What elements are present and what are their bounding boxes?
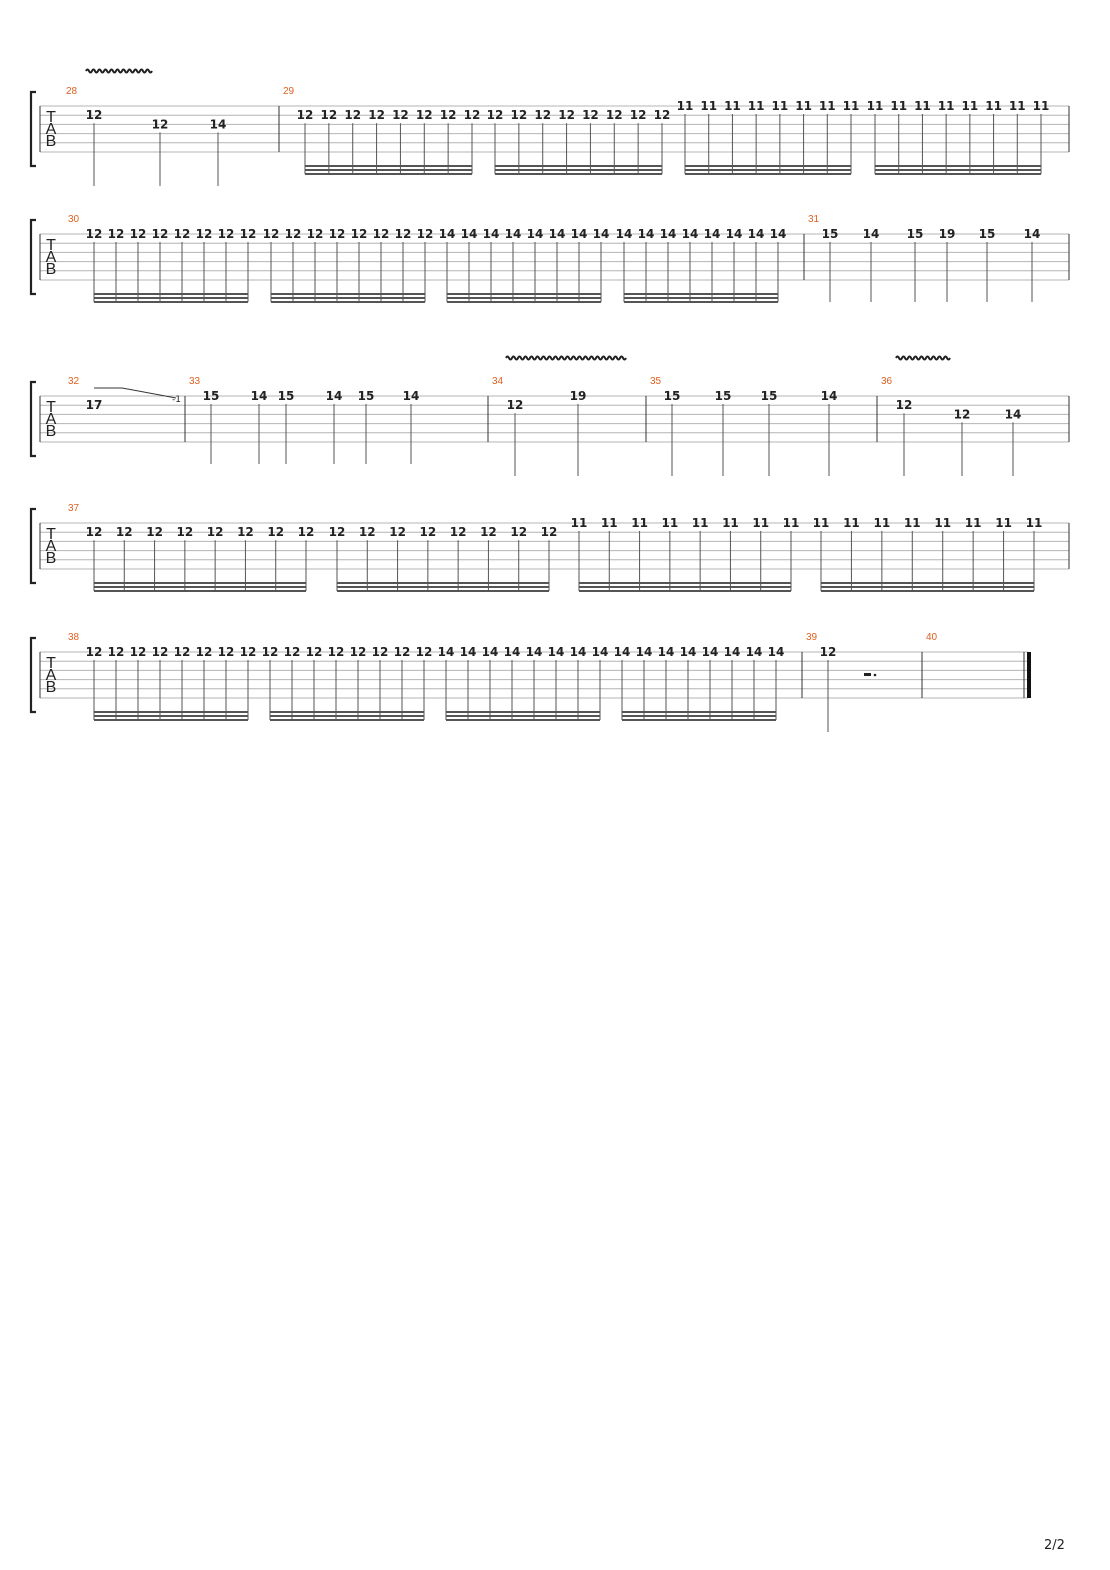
fret-number: 12 (394, 227, 412, 241)
fret-number: 12 (819, 645, 837, 659)
fret-number: 11 (661, 516, 679, 530)
fret-number: 11 (842, 99, 860, 113)
fret-number: 11 (631, 516, 648, 530)
fret-number: 11 (795, 99, 812, 113)
measure-number: 28 (66, 86, 78, 97)
tab-system (31, 503, 1069, 591)
fret-number: 11 (914, 99, 931, 113)
fret-number: 12 (389, 525, 406, 540)
fret-number: 15 (821, 227, 839, 241)
vibrato-mark (896, 357, 950, 360)
fret-number: 11 (722, 516, 739, 530)
fret-number: 14 (459, 645, 477, 659)
fret-number: 14 (862, 227, 880, 241)
measure-number: 33 (189, 376, 201, 387)
fret-number: 12 (151, 117, 169, 132)
tab-system (31, 70, 1069, 187)
fret-number: 12 (297, 525, 315, 540)
fret-number: 12 (439, 108, 457, 123)
fret-number: 12 (151, 227, 169, 241)
fret-number: 12 (327, 645, 345, 659)
fret-number: 14 (591, 645, 609, 659)
fret-number: 12 (358, 525, 376, 540)
fret-number: 14 (525, 645, 543, 659)
tab-system (31, 214, 1069, 302)
fret-number: 12 (629, 108, 647, 123)
fret-number: 12 (371, 645, 389, 659)
half-rest (864, 673, 871, 676)
fret-number: 12 (151, 645, 169, 659)
fret-number: 12 (415, 645, 433, 659)
fret-number: 11 (747, 99, 765, 113)
fret-number: 12 (328, 525, 346, 540)
tab-clef-letter: B (45, 133, 57, 150)
measure-number: 34 (492, 376, 504, 387)
tab-clef-letter: A (45, 411, 57, 428)
tab-clef-letter: A (45, 121, 57, 138)
fret-number: 12 (328, 227, 346, 241)
tab-clef-letter: T (46, 109, 56, 126)
fret-number: 12 (195, 645, 213, 659)
fret-number: 12 (284, 227, 302, 241)
fret-number: 12 (368, 108, 385, 123)
fret-number: 14 (548, 227, 566, 241)
final-barline-thick (1027, 652, 1031, 698)
fret-number: 11 (937, 99, 955, 113)
tab-clef-letter: T (46, 655, 56, 672)
fret-number: 15 (202, 389, 220, 403)
fret-number: 15 (663, 389, 681, 403)
fret-number: 12 (344, 108, 362, 123)
fret-number: 12 (296, 108, 314, 123)
fret-number: 12 (506, 398, 524, 413)
fret-number: 12 (107, 645, 125, 659)
fret-number: 12 (85, 645, 103, 659)
fret-number: 12 (558, 108, 575, 123)
fret-number: 11 (600, 516, 618, 530)
tab-clef-letter: A (45, 667, 57, 684)
fret-number: 14 (402, 389, 420, 403)
measure-number: 32 (68, 376, 80, 387)
fret-number: 12 (85, 227, 103, 241)
fret-number: 12 (239, 227, 257, 241)
fret-number: 14 (482, 227, 500, 241)
fret-number: 14 (723, 645, 741, 659)
fret-number: 11 (812, 516, 830, 530)
fret-number: 19 (938, 227, 956, 241)
fret-number: 12 (419, 525, 437, 540)
system-bracket (31, 92, 36, 166)
fret-number: 11 (843, 516, 860, 530)
fret-number: 12 (510, 108, 528, 123)
fret-number: 12 (306, 227, 324, 241)
fret-number: 12 (953, 407, 971, 422)
fret-number: 14 (769, 227, 787, 241)
measure-number: 36 (881, 376, 893, 387)
fret-number: 19 (569, 389, 587, 403)
fret-number: 11 (873, 516, 891, 530)
fret-number: 11 (691, 516, 709, 530)
tab-clef-letter: B (45, 679, 57, 696)
fret-number: 11 (818, 99, 836, 113)
fret-number: 14 (659, 227, 677, 241)
tab-clef-letter: B (45, 423, 57, 440)
tab-system (31, 357, 1069, 477)
fret-number: 12 (173, 227, 191, 241)
fret-number: 12 (510, 525, 528, 540)
fret-number: 12 (540, 525, 558, 540)
fret-number: 11 (771, 99, 789, 113)
measure-number: 31 (808, 214, 820, 225)
fret-number: 14 (460, 227, 478, 241)
fret-number: 14 (1004, 407, 1022, 422)
measure-number: 35 (650, 376, 662, 387)
measure-number: 29 (283, 86, 295, 97)
fret-number: 12 (605, 108, 623, 123)
fret-number: 12 (349, 645, 367, 659)
fret-number: 11 (724, 99, 741, 113)
tab-clef-letter: T (46, 399, 56, 416)
fret-number: 11 (752, 516, 770, 530)
fret-number: 14 (503, 645, 521, 659)
fret-number: 14 (570, 227, 588, 241)
fret-number: 14 (592, 227, 610, 241)
tab-clef-letter: A (45, 538, 57, 555)
fret-number: 14 (613, 645, 631, 659)
system-bracket (31, 638, 36, 712)
fret-number: 14 (526, 227, 544, 241)
fret-number: 14 (504, 227, 522, 241)
fret-number: 14 (569, 645, 587, 659)
tab-clef-letter: A (45, 249, 57, 266)
system-bracket (31, 509, 36, 583)
vibrato-mark (506, 357, 626, 360)
fret-number: 12 (416, 227, 434, 241)
fret-number: 12 (449, 525, 467, 540)
system-bracket (31, 220, 36, 294)
fret-number: 14 (635, 645, 653, 659)
fret-number: 12 (237, 525, 254, 540)
fret-number: 12 (261, 645, 279, 659)
fret-number: 12 (350, 227, 368, 241)
fret-number: 15 (978, 227, 996, 241)
fret-number: 12 (415, 108, 433, 123)
bend-label: -1 (172, 395, 181, 405)
fret-number: 14 (679, 645, 697, 659)
fret-number: 15 (714, 389, 732, 403)
fret-number: 12 (146, 525, 163, 540)
fret-number: 11 (985, 99, 1002, 113)
fret-number: 14 (701, 645, 719, 659)
fret-number: 15 (277, 389, 295, 403)
fret-number: 12 (480, 525, 497, 540)
fret-number: 14 (747, 227, 765, 241)
fret-number: 12 (463, 108, 481, 123)
fret-number: 12 (195, 227, 213, 241)
fret-number: 14 (657, 645, 675, 659)
fret-number: 11 (890, 99, 908, 113)
fret-number: 12 (239, 645, 257, 659)
fret-number: 11 (903, 516, 921, 530)
fret-number: 14 (820, 389, 838, 403)
fret-number: 14 (725, 227, 743, 241)
fret-number: 12 (283, 645, 301, 659)
fret-number: 12 (85, 525, 103, 540)
fret-number: 12 (217, 227, 235, 241)
fret-number: 17 (85, 398, 103, 413)
fret-number: 12 (392, 108, 409, 123)
fret-number: 11 (961, 99, 979, 113)
fret-number: 14 (745, 645, 763, 659)
fret-number: 12 (486, 108, 504, 123)
fret-number: 12 (217, 645, 235, 659)
fret-number: 14 (325, 389, 343, 403)
fret-number: 14 (209, 117, 227, 132)
fret-number: 14 (681, 227, 699, 241)
rest-dot (874, 674, 877, 677)
fret-number: 11 (1008, 99, 1026, 113)
fret-number: 12 (129, 645, 147, 659)
fret-number: 12 (582, 108, 599, 123)
fret-number: 12 (129, 227, 147, 241)
fret-number: 12 (895, 398, 913, 413)
fret-number: 11 (934, 516, 952, 530)
fret-number: 12 (173, 645, 191, 659)
fret-number: 12 (267, 525, 285, 540)
fret-number: 14 (547, 645, 565, 659)
tab-clef-letter: B (45, 261, 57, 278)
measure-number: 30 (68, 214, 80, 225)
fret-number: 12 (320, 108, 338, 123)
fret-number: 11 (1032, 99, 1050, 113)
fret-number: 14 (437, 645, 455, 659)
fret-number: 15 (906, 227, 924, 241)
fret-number: 11 (676, 99, 694, 113)
tab-clef-letter: T (46, 237, 56, 254)
fret-number: 15 (760, 389, 778, 403)
fret-number: 12 (115, 525, 133, 540)
fret-number: 14 (703, 227, 721, 241)
measure-number: 38 (68, 632, 80, 643)
fret-number: 12 (107, 227, 125, 241)
fret-number: 12 (393, 645, 411, 659)
fret-number: 14 (250, 389, 268, 403)
fret-number: 12 (372, 227, 390, 241)
system-bracket (31, 382, 36, 456)
fret-number: 14 (438, 227, 456, 241)
fret-number: 14 (637, 227, 655, 241)
fret-number: 11 (570, 516, 588, 530)
fret-number: 11 (1025, 516, 1043, 530)
fret-number: 12 (85, 108, 103, 123)
fret-number: 12 (262, 227, 280, 241)
fret-number: 11 (964, 516, 982, 530)
fret-number: 12 (176, 525, 194, 540)
fret-number: 11 (995, 516, 1012, 530)
fret-number: 12 (305, 645, 323, 659)
measure-number: 39 (806, 632, 818, 643)
tab-system (31, 632, 1031, 732)
fret-number: 11 (782, 516, 800, 530)
fret-number: 14 (615, 227, 633, 241)
fret-number: 12 (206, 525, 224, 540)
page-number: 2/2 (1044, 1538, 1065, 1553)
fret-number: 14 (1023, 227, 1041, 241)
fret-number: 11 (866, 99, 884, 113)
tab-clef-letter: B (45, 550, 57, 567)
fret-number: 12 (653, 108, 671, 123)
fret-number: 15 (357, 389, 375, 403)
fret-number: 14 (481, 645, 499, 659)
measure-number: 40 (926, 632, 938, 643)
vibrato-mark (86, 70, 152, 73)
fret-number: 14 (767, 645, 785, 659)
fret-number: 11 (700, 99, 718, 113)
measure-number: 37 (68, 503, 80, 514)
fret-number: 12 (534, 108, 552, 123)
tab-clef-letter: T (46, 526, 56, 543)
